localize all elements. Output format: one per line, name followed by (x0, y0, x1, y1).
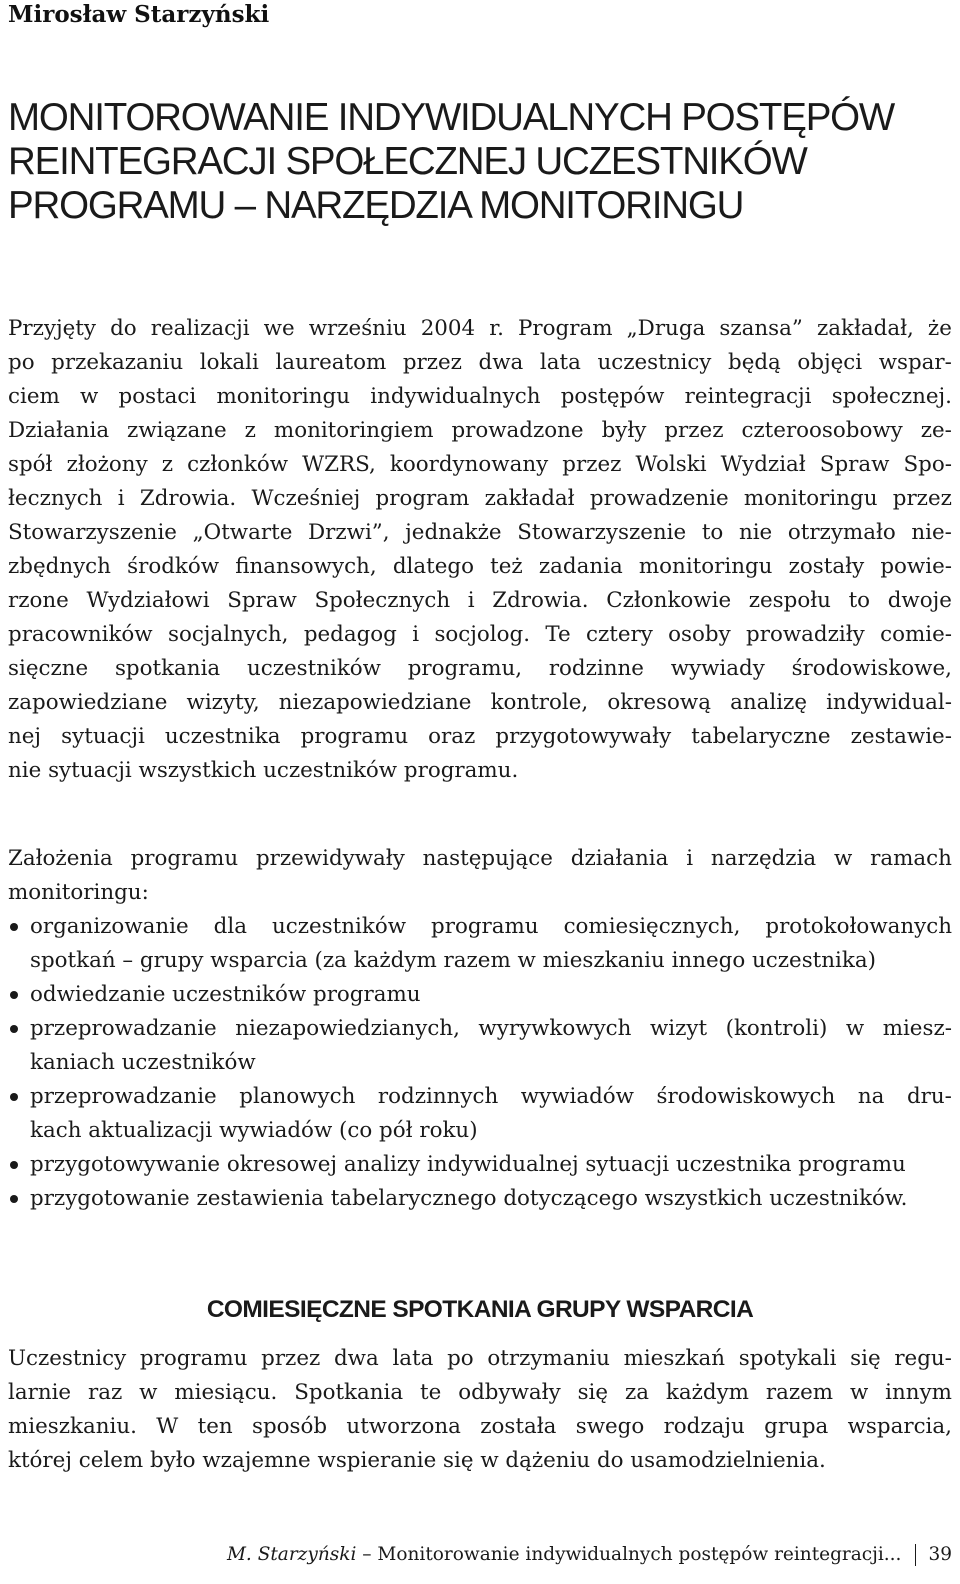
text-line (8, 618, 952, 652)
text-line (30, 1148, 952, 1182)
word: będą (728, 350, 781, 375)
word: lata (539, 350, 581, 375)
text-line (8, 380, 952, 414)
word: wizyty, (186, 690, 260, 715)
word: prowadzone (451, 418, 584, 443)
line-text: spotkań – grupy wsparcia (za każdym razem w mieszkaniu innego uczestnika) (30, 948, 876, 973)
line-text: kach aktualizacji wywiadów (co pół roku) (30, 1118, 478, 1143)
word: łecznych (8, 486, 103, 511)
word: wspar- (878, 350, 952, 375)
footer-author: M. Starzyński (226, 1544, 357, 1565)
word: i (412, 622, 420, 647)
text-line (8, 1410, 952, 1444)
word: powie- (880, 554, 952, 579)
word: ramach (870, 846, 952, 871)
word: realizacji (150, 316, 250, 341)
word: dwoje (887, 588, 952, 613)
word: prowadziły (746, 622, 865, 647)
word: pracowników (8, 622, 153, 647)
word: objęci (797, 350, 863, 375)
word: oraz (428, 724, 476, 749)
word: wywiady (670, 656, 765, 681)
assumptions-intro (8, 842, 952, 910)
page-number: 39 (928, 1544, 952, 1565)
word: grupa (764, 1414, 829, 1439)
word: Zdrowia. (492, 588, 589, 613)
word: innym (885, 1380, 952, 1405)
word: wrześniu (308, 316, 407, 341)
word: monitoringiem (273, 418, 434, 443)
text-line (30, 910, 952, 944)
word: społecznej. (831, 384, 952, 409)
word: nie (738, 520, 773, 545)
word: ten (197, 1414, 233, 1439)
word: wyrywkowych (478, 1016, 632, 1041)
word: odbywały (458, 1380, 561, 1405)
word: programu (139, 1346, 248, 1371)
word: dru- (906, 1084, 952, 1109)
word: comiesięcznych, (563, 914, 741, 939)
word: w (845, 1016, 865, 1041)
text-line (8, 652, 952, 686)
word: Społecznych (314, 588, 451, 613)
word: ciem (8, 384, 60, 409)
word: spół (8, 452, 53, 477)
word: miesz- (882, 1016, 952, 1041)
word: po (447, 1346, 474, 1371)
word: „Otwarte (192, 520, 293, 545)
word: zakładał, (816, 316, 914, 341)
line-text: nie sytuacji wszystkich uczestników programu. (8, 758, 519, 783)
word: Założenia (8, 846, 113, 871)
word: wizyt (649, 1016, 708, 1041)
word: niezapowiedzianych, (235, 1016, 460, 1041)
article-title (8, 96, 953, 228)
word: Wydziałowi (86, 588, 210, 613)
text-line (8, 1376, 952, 1410)
word: działania (570, 846, 669, 871)
line-text: odwiedzanie uczestników programu (30, 982, 421, 1007)
word: Drzwi”, (308, 520, 390, 545)
word: Stowarzyszenie (517, 520, 687, 545)
word: jednakże (405, 520, 502, 545)
word: postaci (118, 384, 197, 409)
word: zadania (538, 554, 623, 579)
word: się (577, 1380, 609, 1405)
word: dla (213, 914, 247, 939)
text-line (30, 978, 952, 1012)
word: Spraw (819, 452, 890, 477)
line-text: której celem było wzajemne wspieranie się w dążeniu do usamodzielnienia. (8, 1448, 826, 1473)
word: programu (300, 724, 409, 749)
word: postępów (560, 384, 665, 409)
word: raz (88, 1380, 123, 1405)
word: r. (489, 316, 504, 341)
word: środowiskowe, (791, 656, 952, 681)
text-line (30, 1182, 952, 1216)
word: swego (575, 1414, 645, 1439)
word: we (263, 316, 295, 341)
word: mieszkaniu. (8, 1414, 137, 1439)
word: Wolski (635, 452, 707, 477)
word: protokołowanych (765, 914, 952, 939)
paragraph-meetings (8, 1342, 952, 1478)
title-line: PROGRAMU – NARZĘDZIA MONITORINGU (8, 184, 744, 227)
word: Program (518, 316, 613, 341)
word: socjalnych, (167, 622, 289, 647)
word: program (375, 486, 470, 511)
text-line (30, 1080, 952, 1114)
text-line (8, 346, 952, 380)
word: Zdrowia. (139, 486, 237, 511)
word: miesiącu. (174, 1380, 278, 1405)
author-name: Mirosław Starzyński (8, 1, 270, 28)
word: laureatom (275, 350, 387, 375)
word: szansa” (719, 316, 803, 341)
text-line (8, 686, 952, 720)
line-text: przygotowanie zestawienia tabelarycznego dotyczącego wszystkich uczestników. (30, 1186, 908, 1211)
word: przez (402, 350, 462, 375)
word: Działania (8, 418, 110, 443)
word: monitoringu (216, 384, 351, 409)
text-line (8, 1342, 952, 1376)
word: środowiskowych (656, 1084, 836, 1109)
list-item (8, 1012, 952, 1080)
word: były (601, 418, 647, 443)
word: każdym (665, 1380, 749, 1405)
paragraph-intro (8, 312, 952, 788)
word: uczestnika (164, 724, 281, 749)
word: rodzinne (548, 656, 644, 681)
word: sytuacji (61, 724, 145, 749)
footer-separator (915, 1544, 916, 1566)
list-item (8, 1080, 952, 1148)
word: Przyjęty (8, 316, 96, 341)
word: spotkania (114, 656, 221, 681)
list-item (8, 978, 952, 1012)
word: i (686, 846, 694, 871)
word: prowadzenie (589, 486, 729, 511)
word: w (79, 384, 99, 409)
word: przez (892, 486, 952, 511)
text-line (8, 414, 952, 448)
word: pedagog (303, 622, 397, 647)
word: ze- (920, 418, 952, 443)
word: rzone (8, 588, 69, 613)
title-line: MONITOROWANIE INDYWIDUALNYCH POSTĘPÓW (8, 96, 895, 139)
word: kontrole, (490, 690, 589, 715)
word: została (480, 1414, 557, 1439)
word: z (161, 452, 174, 477)
word: razem (765, 1380, 834, 1405)
word: indywidual- (826, 690, 952, 715)
word: środków (127, 554, 220, 579)
word: otrzymało (787, 520, 896, 545)
line-text: przygotowywanie okresowej analizy indywidualnej sytuacji uczestnika programu (30, 1152, 906, 1177)
word: niezapowiedziane (278, 690, 472, 715)
text-line (30, 1012, 952, 1046)
word: Uczestnicy (8, 1346, 127, 1371)
list-item (8, 1182, 952, 1216)
word: i (117, 486, 125, 511)
word: monitoringu (743, 486, 878, 511)
word: przewidywały (255, 846, 405, 871)
text-line (8, 876, 952, 910)
word: W (156, 1414, 179, 1439)
word: otrzymaniu (487, 1346, 610, 1371)
word: wywiadów (520, 1084, 634, 1109)
word: uczestników (246, 656, 381, 681)
word: związane (127, 418, 227, 443)
word: comie- (880, 622, 952, 647)
word: na (857, 1084, 885, 1109)
word: programu (431, 914, 539, 939)
word: przekazaniu (51, 350, 184, 375)
word: programu (130, 846, 239, 871)
word: zbędnych (8, 554, 111, 579)
text-line (8, 448, 952, 482)
word: też (490, 554, 523, 579)
text-line (30, 1046, 952, 1080)
word: nej (8, 724, 42, 749)
word: zespołu (748, 588, 831, 613)
word: te (420, 1380, 442, 1405)
word: następujące (422, 846, 553, 871)
word: lokali (199, 350, 259, 375)
word: przeprowadzanie (30, 1016, 217, 1041)
word: do (110, 316, 137, 341)
text-line (8, 720, 952, 754)
word: czteroosobowy (741, 418, 903, 443)
text-line (30, 944, 952, 978)
word: dwa (478, 350, 524, 375)
word: przez (261, 1346, 321, 1371)
text-line (8, 754, 952, 788)
footer-running-title: – Monitorowanie indywidualnych postępów reintegracji... (356, 1544, 902, 1565)
word: zapowiedziane (8, 690, 168, 715)
word: Wcześniej (251, 486, 361, 511)
word: programu, (407, 656, 523, 681)
word: okresową (607, 690, 711, 715)
word: „Druga (626, 316, 706, 341)
text-line (8, 842, 952, 876)
word: się (850, 1346, 881, 1371)
word: narzędzia (710, 846, 817, 871)
word: Spraw (227, 588, 297, 613)
word: w (139, 1380, 158, 1405)
word: uczestnicy (597, 350, 712, 375)
word: po (8, 350, 35, 375)
word: przygotowywały (495, 724, 672, 749)
word: przez (562, 452, 622, 477)
word: z (244, 418, 256, 443)
word: Te (545, 622, 571, 647)
line-text: monitoringu: (8, 880, 149, 905)
word: larnie (8, 1380, 72, 1405)
paragraph-assumptions (8, 842, 952, 1216)
word: utworzona (346, 1414, 461, 1439)
word: sposób (251, 1414, 328, 1439)
monitoring-tools-list (8, 910, 952, 1216)
text-line (8, 312, 952, 346)
section-heading: COMIESIĘCZNE SPOTKANIA GRUPY WSPARCIA (206, 1296, 754, 1323)
word: zakładał (484, 486, 575, 511)
word: planowych (239, 1084, 356, 1109)
word: (kontroli) (725, 1016, 828, 1041)
word: Członkowie (606, 588, 732, 613)
word: sięczne (8, 656, 89, 681)
list-item (8, 910, 952, 978)
word: i (467, 588, 475, 613)
word: to (848, 588, 871, 613)
word: za (624, 1380, 649, 1405)
word: dwa (333, 1346, 379, 1371)
word: 2004 (420, 316, 476, 341)
word: złożony (66, 452, 148, 477)
title-line: REINTEGRACJI SPOŁECZNEJ UCZESTNIKÓW (8, 140, 807, 183)
line-text: kaniach uczestników (30, 1050, 256, 1075)
word: finansowych, (235, 554, 377, 579)
word: Spo- (903, 452, 952, 477)
word: to (701, 520, 724, 545)
word: monitoringu (638, 554, 773, 579)
word: że (927, 316, 952, 341)
word: spotykali (738, 1346, 837, 1371)
word: tabelaryczne (691, 724, 831, 749)
word: uczestników (271, 914, 407, 939)
text-line (8, 1444, 952, 1478)
list-item (8, 1148, 952, 1182)
word: przeprowadzanie (30, 1084, 217, 1109)
text-line (8, 550, 952, 584)
word: osoby (668, 622, 731, 647)
word: Stowarzyszenie (8, 520, 177, 545)
page-footer (227, 1540, 952, 1570)
word: Wydział (720, 452, 806, 477)
word: cztery (585, 622, 653, 647)
text-line (8, 584, 952, 618)
word: socjolog. (434, 622, 530, 647)
word: Spotkania (294, 1380, 404, 1405)
word: w (849, 1380, 869, 1405)
word: dlatego (392, 554, 474, 579)
word: indywidualnych (370, 384, 541, 409)
word: zestawie- (850, 724, 952, 749)
word: analizę (730, 690, 807, 715)
word: rodzinnych (377, 1084, 499, 1109)
word: wsparcia, (847, 1414, 952, 1439)
word: organizowanie (30, 914, 189, 939)
word: WZRS, (302, 452, 376, 477)
word: mieszkań (623, 1346, 726, 1371)
text-line (8, 516, 952, 550)
word: regu- (894, 1346, 952, 1371)
word: zostały (788, 554, 865, 579)
word: nie- (911, 520, 952, 545)
word: rodzaju (663, 1414, 745, 1439)
word: członków (187, 452, 289, 477)
word: koordynowany (389, 452, 549, 477)
text-line (30, 1114, 952, 1148)
word: w (834, 846, 853, 871)
word: lata (392, 1346, 434, 1371)
word: przez (664, 418, 724, 443)
word: reintegracji (684, 384, 812, 409)
text-line (8, 482, 952, 516)
